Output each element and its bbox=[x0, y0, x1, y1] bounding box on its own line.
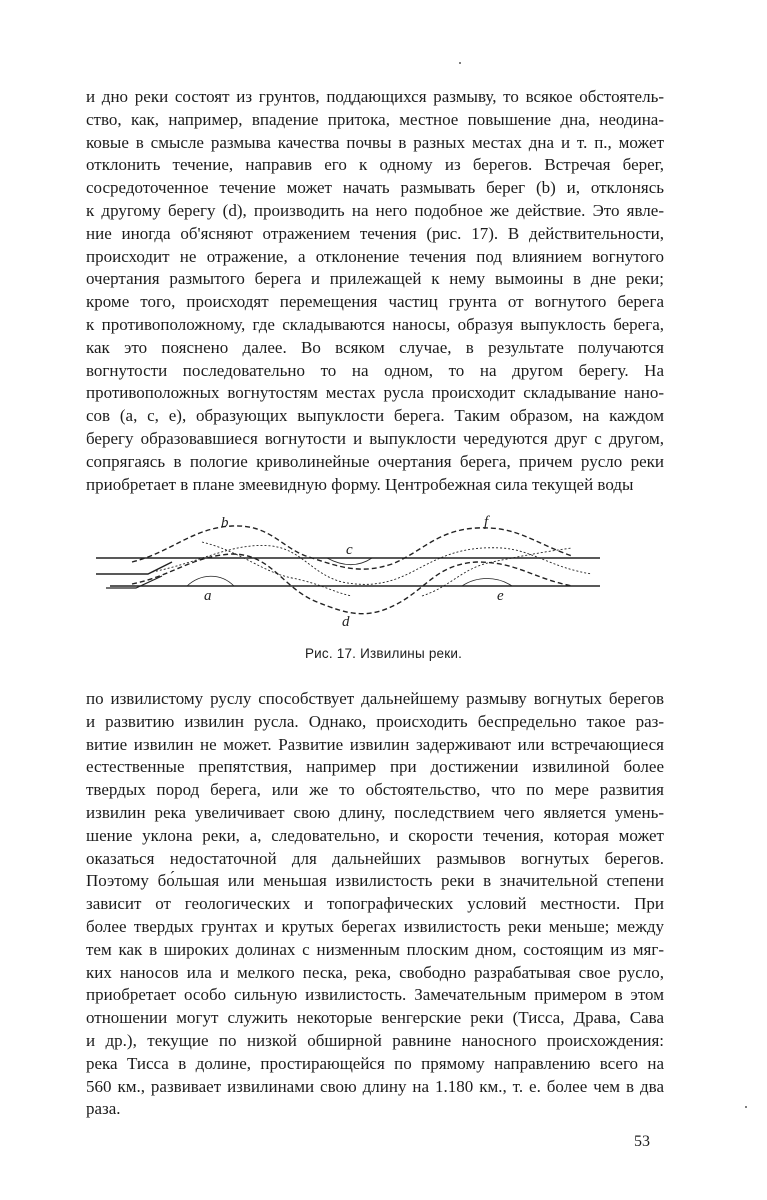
deposit-a bbox=[187, 576, 234, 586]
label-c: c bbox=[346, 542, 353, 558]
deposit-c bbox=[327, 558, 372, 565]
text-line: 560 км., развивает извилинами свою длину на 1.180 км., т. е. более чем в два bbox=[86, 1076, 664, 1096]
inlet-channel bbox=[96, 562, 172, 574]
river-meanders-figure bbox=[92, 512, 604, 636]
scan-speck bbox=[745, 1106, 747, 1108]
current-line bbox=[202, 542, 352, 596]
text-line: сов (a, c, e), образующих выпуклости берега. Таким образом, на каждом bbox=[86, 406, 664, 426]
text-line: сосредоточенное течение может начать размывать берег (b) и, отклонясь bbox=[86, 178, 664, 198]
label-f: f bbox=[484, 514, 489, 530]
text-line: Поэтому бо́льшая или меньшая извилистость реки в значительной степени bbox=[86, 871, 664, 891]
text-line: естественные препятствия, например при достижении извилиной более bbox=[86, 757, 664, 777]
text-line: сопрягаясь в пологие криволинейные очертания берега, причем русло реки bbox=[86, 451, 664, 471]
text-line: река Тисса в долине, простирающейся по прямому направлению всего на bbox=[86, 1053, 664, 1073]
current-line bbox=[152, 545, 592, 584]
text-line: кроме того, происходят перемещения частиц грунта от вогнутого берега bbox=[86, 292, 664, 312]
text-line: к другому берегу (d), производить на него подобное же действие. Это явле- bbox=[86, 200, 664, 220]
text-line: берегу образовавшиеся вогнутости и выпуклости чередуются друг с другом, bbox=[86, 428, 664, 448]
text-line: отклонить течение, направив его к одному из берегов. Встречая берег, bbox=[86, 155, 664, 175]
text-line: ковые в смысле размыва качества почвы в разных местах дна и т. п., может bbox=[86, 132, 664, 152]
text-line: ние иногда об'ясняют отражением течения (рис. 17). В действительности, bbox=[86, 223, 664, 243]
meander-diagram bbox=[92, 512, 604, 636]
text-line: приобретает в плане змеевидную форму. Центробежная сила текущей воды bbox=[86, 474, 634, 494]
text-line: вогнутости последовательно то на одном, то на другом берегу. На bbox=[86, 360, 664, 380]
text-line: и развитию извилин русла. Однако, происходить беспредельно такое раз- bbox=[86, 711, 664, 731]
text-line: как это пояснено далее. Во всяком случае, в результате получаются bbox=[86, 337, 664, 357]
deposit-e bbox=[462, 579, 512, 587]
figure-caption: Рис. 17. Извилины реки. bbox=[304, 646, 463, 661]
text-line: ство, как, например, впадение притока, местное повышение дна, неодина- bbox=[86, 109, 664, 129]
label-a: a bbox=[204, 588, 212, 604]
text-line: шение уклона реки, а, следовательно, и скорости течения, которая может bbox=[86, 825, 664, 845]
text-line: ких наносов ила и мелкого песка, река, свободно разрабатывая свое русло, bbox=[86, 962, 664, 982]
text-line: противоположных вогнутостям местах русла происходит складывание нано- bbox=[86, 383, 664, 403]
page-number: 53 bbox=[634, 1133, 650, 1150]
text-line: по извилистому руслу способствует дальнейшему размыву вогнутых берегов bbox=[86, 689, 664, 708]
text-line: и др.), текущие по низкой обширной равнине наносного происхождения: bbox=[86, 1030, 664, 1050]
text-line: отношении могут служить некоторые венгерские реки (Тисса, Драва, Сава bbox=[86, 1008, 664, 1028]
label-b: b bbox=[221, 515, 229, 531]
text-line: твердых пород берега, или же то обстоятельство, что по мере развития bbox=[86, 780, 664, 800]
label-e: e bbox=[497, 588, 504, 604]
text-line: витие извилин не может. Развитие извилин задерживают или встречающиеся bbox=[86, 734, 664, 754]
text-line: тем как в широких долинах с низменным плоским дном, состоящим из мяг- bbox=[86, 939, 664, 959]
body-paragraph-top bbox=[86, 86, 664, 496]
text-line: извилин река увеличивает свою длину, последствием чего является умень- bbox=[86, 802, 664, 822]
text-line: очертания размытого берега и прилежащей к нему вымоины в дне реки; bbox=[86, 269, 664, 289]
text-line: к противоположному, где складываются наносы, образуя выпуклость берега, bbox=[86, 314, 664, 334]
text-line: приобретает особо сильную извилистость. Замечательным примером в этом bbox=[86, 985, 664, 1005]
label-d: d bbox=[342, 614, 350, 630]
text-line: и дно реки состоят из грунтов, поддающихся размыву, то всякое обстоятель- bbox=[86, 87, 664, 106]
text-line: происходит не отражение, а отклонение течения под влиянием вогнутого bbox=[86, 246, 664, 266]
scan-speck bbox=[459, 62, 461, 64]
text-line: зависит от геологических и топографических условий местности. При bbox=[86, 894, 664, 914]
text-line: более твердых грунтах и крутых берегах извилистость реки меньше; между bbox=[86, 916, 664, 936]
text-line: оказаться недостаточной для дальнейших размывов вогнутых берегов. bbox=[86, 848, 664, 868]
body-paragraph-bottom bbox=[86, 688, 664, 1121]
text-line: раза. bbox=[86, 1099, 121, 1119]
